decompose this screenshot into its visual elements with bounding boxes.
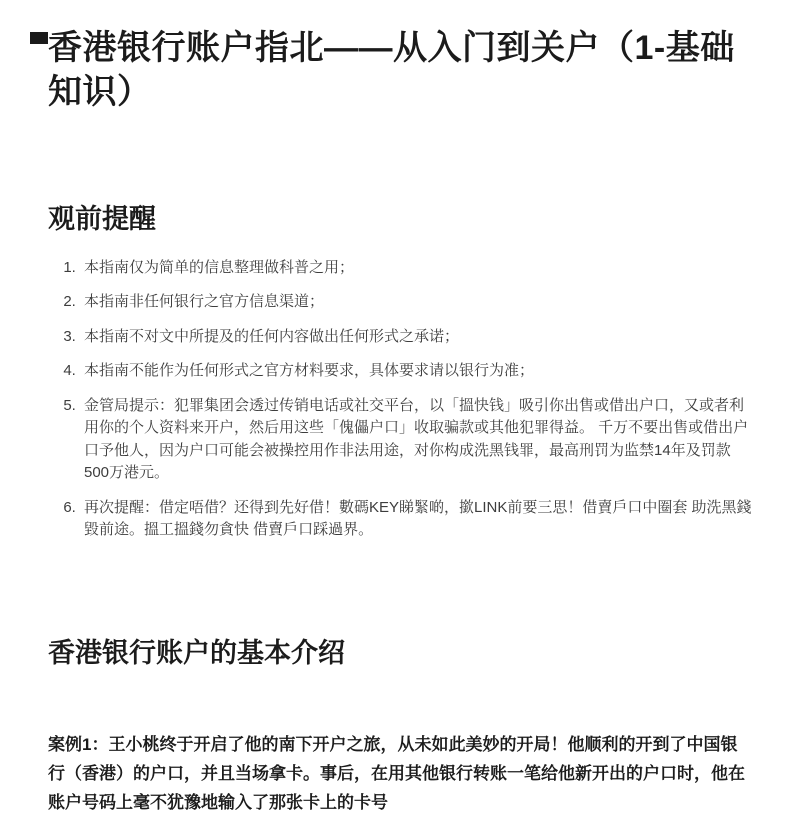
case1-paragraph: 案例1：王小桃终于开启了他的南下开户之旅，从未如此美妙的开局！他顺利的开到了中国银行（香港）的户口，并且当场拿卡。事后，在用其他银行转账一笔给他新开出的户口时，他在账户号码上毫不犹豫地输入了那张卡上的卡号 — [48, 735, 745, 812]
page-title: 香港银行账户指北——从入门到关户（1-基础知识） — [48, 29, 735, 112]
list-item: 2. 本指南非任何银行之官方信息渠道； — [80, 291, 754, 314]
list-item: 6. 再次提醒：借定唔借？还得到先好借！數碼KEY睇緊啲，撳LINK前要三思！借賣戶口中圈套 助洗黑錢毀前途。搵工搵錢勿貪快 借賣戶口踩過界。 — [80, 497, 754, 542]
list-item: 4. 本指南不能作为任何形式之官方材料要求，具体要求请以银行为准； — [80, 360, 754, 383]
reminder-list — [48, 257, 754, 542]
list-item: 5. 金管局提示：犯罪集团会透过传销电话或社交平台，以「搵快钱」吸引你出售或借出户口，又或者利用你的个人资料来开户，然后用这些「傀儡户口」收取骗款或其他犯罪得益。 千万不要出售或借出户口予他人，因为户口可能会被操控用作非法用途，对你构成洗黑钱罪，最高刑罚为监禁14年及罚款500万港元。 — [80, 395, 754, 485]
section-heading-reminder: 观前提醒 — [48, 204, 156, 235]
list-item: 3. 本指南不对文中所提及的任何内容做出任何形式之承诺； — [80, 326, 754, 349]
top-left-marker — [30, 32, 48, 44]
section-heading-intro: 香港银行账户的基本介绍 — [48, 637, 345, 668]
list-item: 1. 本指南仅为简单的信息整理做科普之用； — [80, 257, 754, 280]
article-page — [0, 26, 800, 818]
